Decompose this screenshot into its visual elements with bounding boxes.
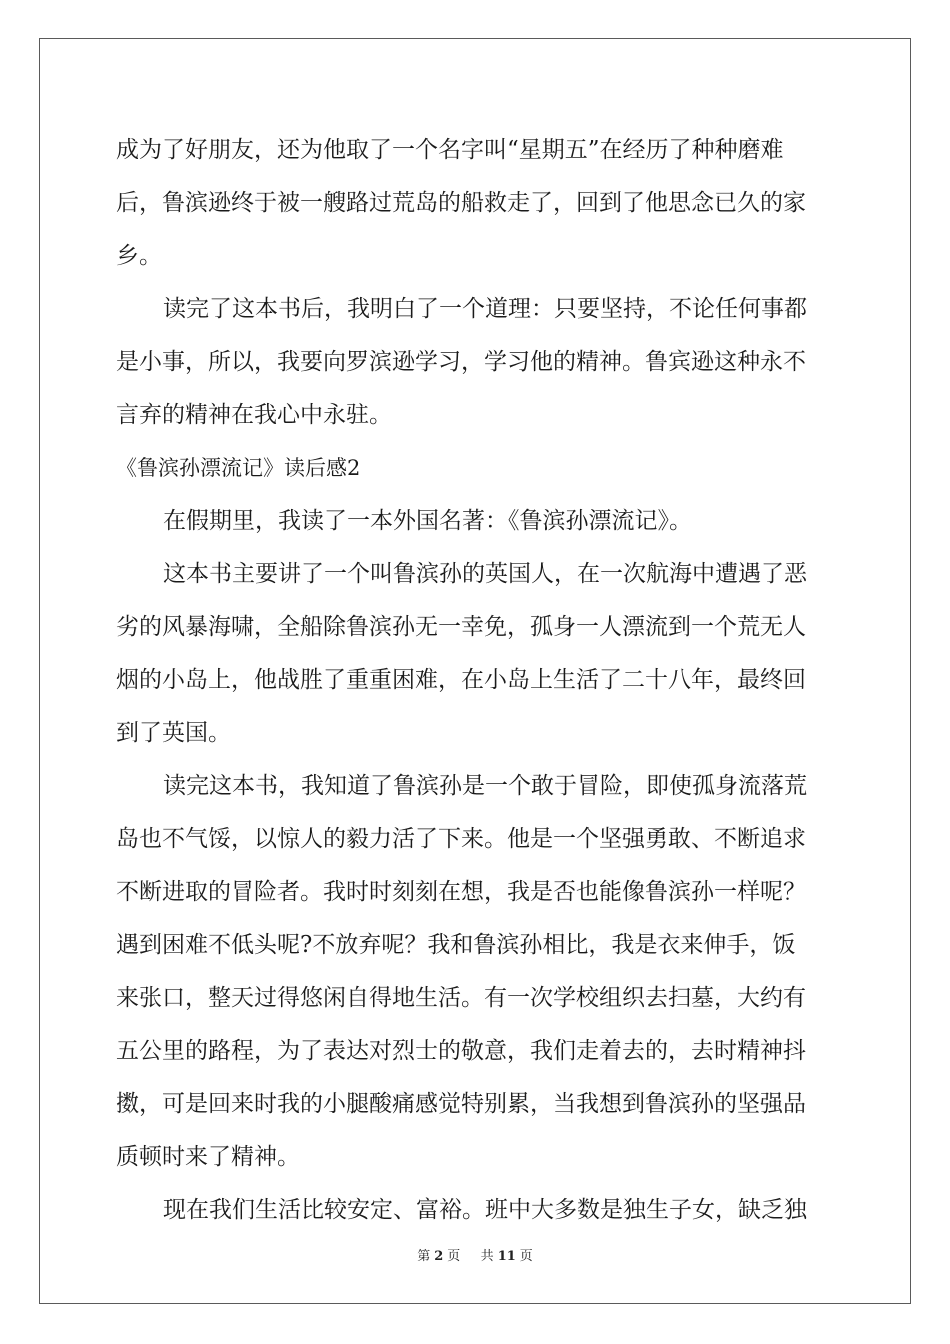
text-line: 烟的小岛上，他战胜了重重困难，在小岛上生活了二十八年，最终回 <box>116 667 806 693</box>
text-line: 是小事，所以，我要向罗滨逊学习，学习他的精神。鲁宾逊这种永不 <box>116 349 806 375</box>
text-line: 擞，可是回来时我的小腿酸痛感觉特别累，当我想到鲁滨孙的坚强品 <box>116 1091 806 1117</box>
text-line: 来张口，整天过得悠闲自得地生活。有一次学校组织去扫墓，大约有 <box>116 985 806 1011</box>
text-line: 五公里的路程，为了表达对烈士的敬意，我们走着去的，去时精神抖 <box>116 1038 806 1064</box>
total-pages-indicator: 共 11 页 <box>480 1249 533 1264</box>
text-line: 言弃的精神在我心中永驻。 <box>116 402 392 428</box>
text-line: 劣的风暴海啸，全船除鲁滨孙无一幸免，孤身一人漂流到一个荒无人 <box>116 614 806 640</box>
text-line: 后，鲁滨逊终于被一艘路过荒岛的船救走了，回到了他思念已久的家 <box>116 190 806 216</box>
text-line: 读完这本书，我知道了鲁滨孙是一个敢于冒险，即使孤身流落荒 <box>163 773 807 799</box>
section-heading: 《鲁滨孙漂流记》读后感2 <box>116 456 361 480</box>
document-body <box>116 124 836 1237</box>
page-indicator: 第 2 页 <box>417 1249 461 1264</box>
text-line: 乡。 <box>116 243 162 269</box>
text-line: 读完了这本书后，我明白了一个道理：只要坚持，不论任何事都 <box>163 296 807 322</box>
text-line: 在假期里，我读了一本外国名著：《鲁滨孙漂流记》。 <box>163 508 692 534</box>
text-line: 岛也不气馁，以惊人的毅力活了下来。他是一个坚强勇敢、不断追求 <box>116 826 806 852</box>
text-line: 遇到困难不低头呢?不放弃呢？我和鲁滨孙相比，我是衣来伸手，饭 <box>116 932 796 958</box>
text-line: 成为了好朋友，还为他取了一个名字叫“星期五”在经历了种种磨难 <box>116 137 784 163</box>
page-footer <box>0 1245 950 1264</box>
text-line: 现在我们生活比较安定、富裕。班中大多数是独生子女，缺乏独 <box>163 1197 807 1223</box>
text-line: 不断进取的冒险者。我时时刻刻在想，我是否也能像鲁滨孙一样呢？ <box>116 879 806 905</box>
text-line: 质顿时来了精神。 <box>116 1144 300 1170</box>
text-line: 这本书主要讲了一个叫鲁滨孙的英国人，在一次航海中遭遇了恶 <box>163 561 807 587</box>
text-line: 到了英国。 <box>116 720 231 746</box>
